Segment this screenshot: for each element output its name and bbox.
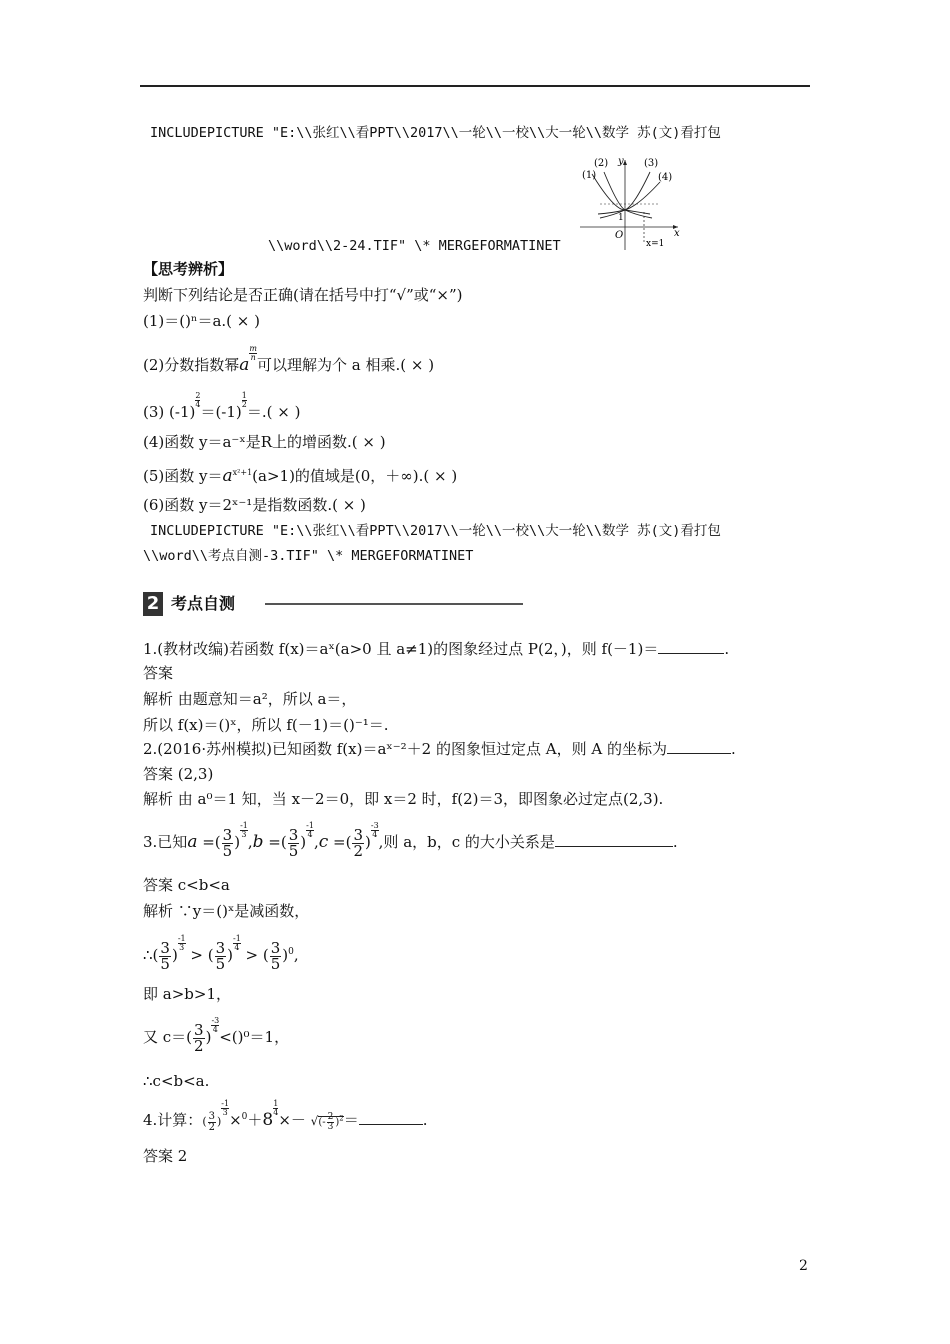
graph-label-x: x (674, 228, 680, 239)
graph-label-y: y (618, 156, 624, 167)
graph-label-x-equals-1: x=1 (646, 239, 665, 249)
include-field-line1: INCLUDEPICTURE "E:\\张红\\看PPT\\2017\\一轮\\一校\\大一轮\\数学 苏(文)看打包 (150, 125, 721, 141)
think-item-3: (3) (-1) $\frac{2}{4}$ ＝(-1) $\frac{1}{2}$ ＝.( × ) (143, 391, 301, 421)
q2-answer-blank (667, 739, 731, 754)
curve-2 (604, 172, 652, 218)
curve-1 (592, 174, 650, 214)
q1-analysis-2: 所以 f(x)＝()ˣ，所以 f(－1)＝()⁻¹＝. (143, 716, 389, 734)
q3-analysis-3: 即 a>b>1， (143, 985, 231, 1003)
section-rule (265, 603, 523, 605)
think-instruction: 判断下列结论是否正确(请在括号中打“√”或“×”) (143, 286, 463, 304)
graph-label-3: (3) (644, 158, 659, 169)
q1-answer-blank (658, 639, 724, 654)
q4-answer: 答案 2 (143, 1147, 188, 1165)
question-3: 3.已知a =( $\frac{3}{5}$ ) $\frac{-1}{3}$ ,b =( $\frac{3}{5}$ ) $\frac{-1}{4}$ ,c =( $\frac{3}{2}$ ) $\frac{-3}{4}$ ,则 a，b，c 的大小关系是 . (143, 821, 678, 860)
think-heading: 【思考辨析】 (143, 260, 234, 278)
think-item-4: (4)函数 y＝a⁻ˣ是R上的增函数.( × ) (143, 433, 386, 451)
graph-label-4: (4) (658, 172, 673, 183)
section-title: 考点自测 (171, 594, 236, 613)
header-rule (140, 85, 810, 87)
exponential-graph-figure (578, 152, 690, 252)
graph-label-origin: O (615, 230, 624, 241)
q2-answer: 答案 (2,3) (143, 765, 214, 783)
curve-4 (598, 182, 660, 214)
graph-label-2: (2) (594, 158, 609, 169)
include2-field-line1: INCLUDEPICTURE "E:\\张红\\看PPT\\2017\\一轮\\一校\\大一轮\\数学 苏(文)看打包 (150, 523, 721, 539)
page-number: 2 (799, 1258, 808, 1274)
graph-label-1: (1) (582, 170, 597, 181)
include2-field-line2: \\word\\考点自测-3.TIF" \* MERGEFORMATINET (143, 548, 474, 564)
question-1: 1.(教材改编)若函数 f(x)＝aˣ(a>0 且 a≠1)的图象经过点 P(2，)，则 f(－1)＝ . (143, 640, 730, 658)
q3-analysis-5: ∴c<b<a. (143, 1072, 210, 1090)
q2-analysis: 解析 由 a⁰＝1 知，当 x－2＝0，即 x＝2 时，f(2)＝3，即图象必过定点(2,3). (143, 790, 664, 808)
q1-analysis-1: 解析 由题意知＝a²，所以 a＝， (143, 690, 357, 708)
q4-answer-blank (359, 1110, 423, 1125)
think-item-1: (1)＝()ⁿ＝a.( × ) (143, 312, 260, 330)
question-4: 4.计算：( $\frac{3}{2}$ ) $\frac{-1}{3}$ ×$^0$＋8 $\frac{1}{4}$ ×－ √(- $\frac{2}{3}$ )$^2$＝ . (143, 1099, 428, 1133)
q3-analysis-2: ∴( $\frac{3}{5}$ ) $\frac{-1}{3}$ > ( $\frac{3}{5}$ ) $\frac{-1}{4}$ > ( $\frac{3}{5}$ )$^0$, (143, 934, 299, 973)
q3-answer-blank (555, 832, 673, 847)
think-item-2: (2)分数指数幂a $\frac{m}{n}$ 可以理解为个 a 相乘.( × ) (143, 344, 435, 375)
graph-label-one: 1 (618, 213, 624, 223)
include-field-line2: \\word\\2-24.TIF" \* MERGEFORMATINET (268, 238, 561, 254)
question-2: 2.(2016·苏州模拟)已知函数 f(x)＝aˣ⁻²＋2 的图象恒过定点 A，则 A 的坐标为 . (143, 740, 736, 758)
section-header (143, 592, 523, 616)
think-item-5: (5)函数 $y=a^{x^2+1}(a>1)$的值域是(0，＋∞).( × ) (143, 466, 458, 486)
section-number: 2 (143, 592, 163, 616)
q1-answer: 答案 (143, 664, 174, 682)
think-item-6: (6)函数 y＝2ˣ⁻¹是指数函数.( × ) (143, 496, 366, 514)
q3-answer: 答案 c<b<a (143, 876, 230, 894)
q3-analysis-1: 解析 ∵y＝()ˣ是减函数， (143, 902, 310, 920)
q3-analysis-4: 又 c＝( $\frac{3}{2}$ ) $\frac{-3}{4}$ <()⁰＝1， (143, 1016, 290, 1055)
